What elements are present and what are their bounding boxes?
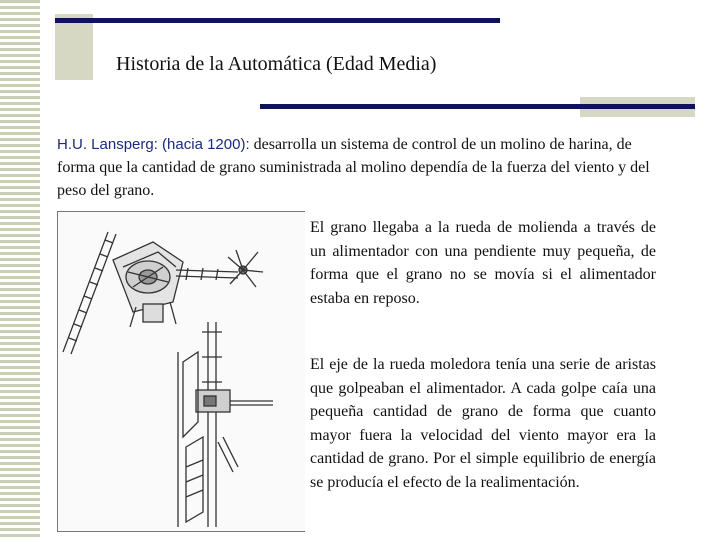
- feedback-description-paragraph: El eje de la rueda moledora tenía una serie de aristas que golpeaban el alimentador. A cada golpe caía una pequeña cantidad de grano de forma que cuanto mayor fuera la velocidad del viento mayor era la cantidad de grano. Por el simple equilibrio de energía se producía el efecto de la realimentación.: [310, 356, 656, 491]
- slide-title: Historia de la Automática (Edad Media): [116, 53, 437, 75]
- feeder-description-paragraph: El grano llegaba a la rueda de molienda a través de un alimentador con una pendiente muy pequeña, de forma que el grano no se movía si el alimentador estaba en reposo.: [310, 219, 656, 307]
- bottom-accent-line: [260, 104, 695, 109]
- top-accent-line: [55, 18, 500, 23]
- mechanism-drawing: [58, 212, 305, 531]
- top-accent-block: [55, 14, 93, 80]
- left-stripe-decoration: [0, 0, 40, 540]
- intro-body: desarrolla un sistema de control de un molino de harina, de forma que la cantidad de grano suministrada al molino dependía de la fuerza del viento y del peso del grano.: [57, 136, 650, 199]
- intro-lead: H.U. Lansperg: (hacia 1200):: [57, 136, 250, 153]
- windmill-mechanism-illustration: [57, 211, 305, 532]
- intro-paragraph: [57, 133, 669, 202]
